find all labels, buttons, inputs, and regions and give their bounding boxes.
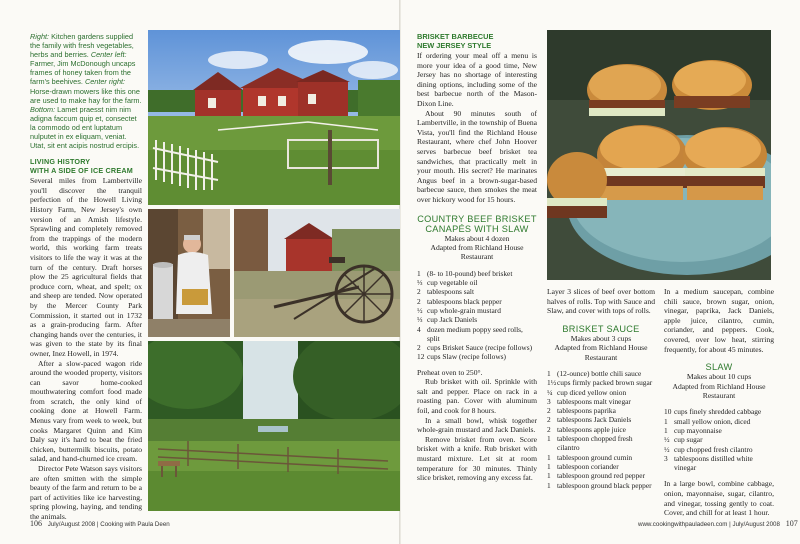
ingredient-text: tablespoon ground cumin: [557, 452, 633, 462]
ingredient-quantity: 2: [547, 406, 551, 416]
ingredient-text: tablespoons malt vinegar: [557, 396, 631, 406]
ingredient-quantity: 1: [417, 268, 421, 278]
right-text-column-1: [417, 32, 537, 483]
ingredient-text: tablespoon coriander: [557, 461, 619, 471]
recipe2-steps: [664, 287, 774, 354]
recipe1-source-2: Restaurant: [460, 252, 494, 262]
ingredient-text: tablespoons apple juice: [557, 424, 626, 434]
ingredient-text: cup sugar: [674, 435, 703, 445]
ingredient-quantity: 1: [547, 434, 551, 444]
ingredient-row: [547, 462, 655, 471]
ingredient-row: [417, 352, 537, 361]
recipe3-steps: [664, 479, 774, 517]
ingredient-quantity: ¼: [547, 387, 553, 397]
recipe3-header: [664, 362, 774, 400]
intro-title: [417, 32, 537, 50]
ingredient-text: tablespoons paprika: [557, 406, 616, 416]
ingredient-row: [664, 417, 774, 426]
ingredient-quantity: 1: [664, 425, 668, 435]
ingredient-text: small yellow onion, diced: [674, 416, 751, 426]
photo-caption: [30, 32, 142, 150]
ingredient-text: tablespoons Jack Daniels: [557, 415, 632, 425]
recipe-step: Remove brisket from oven. Score brisket with a knife. Rub brisket with mustard mixture. Let sit at room temperature for 30 minutes. Thinly slice brisket, removing any excess fat.: [417, 434, 537, 483]
ingredient-quantity: ½: [664, 444, 670, 454]
ingredient-row: [547, 378, 655, 387]
recipe-step: Layer 3 slices of beef over bottom halves of rolls. Top with Sauce and Slaw, and cover with tops of rolls.: [547, 287, 655, 316]
ingredient-row: [547, 397, 655, 406]
caption-label: Bottom:: [30, 104, 56, 114]
ingredient-text: cup mayonnaise: [674, 425, 722, 435]
ingredient-quantity: 2: [547, 424, 551, 434]
ingredient-row: [417, 269, 537, 278]
ingredient-row: [547, 406, 655, 415]
ingredient-row: [547, 453, 655, 462]
recipe-step: In a large bowl, combine cabbage, onion, mayonnaise, sugar, cilantro, and vinegar, tossing gently to coat. Cover, and chill for at least 1 hour.: [664, 479, 774, 518]
ingredient-text: cup Jack Daniels: [427, 315, 478, 325]
recipe2-header: [547, 324, 655, 362]
recipe3-ingredients: [664, 407, 774, 472]
ingredient-text: dozen medium poppy seed rolls, split: [427, 324, 523, 343]
section-title-line-2: WITH A SIDE OF ICE CREAM: [30, 166, 133, 176]
recipe3-yield: Makes about 10 cups: [686, 372, 752, 382]
ingredient-quantity: 12: [417, 352, 425, 362]
ingredient-row: [417, 315, 537, 324]
pasture-photo: [148, 341, 400, 511]
ingredient-text: tablespoon ground black pepper: [557, 480, 652, 490]
intro-title-line-1: BRISKET BARBECUE: [417, 32, 494, 41]
ingredient-row: [664, 435, 774, 444]
ingredient-text: (12-ounce) bottle chili sauce: [557, 369, 642, 378]
horse-drawn-mower-photo: [234, 209, 400, 337]
ingredient-row: [664, 454, 774, 473]
ingredient-quantity: 10: [664, 407, 672, 417]
ingredient-quantity: 4: [417, 324, 421, 334]
recipe1-title-line-2: CANAPÉS WITH SLAW: [425, 223, 529, 234]
caption-text: Lamet praesst nim nim adigna faccum quip et, consectet la commodo od ent luptatum nulputet in ex eliquam, veniat. Utat, sit ent acipis nostrud ercipis.: [30, 104, 140, 151]
recipe1-yield: Makes about 4 dozen: [444, 233, 510, 243]
ingredient-text: tablespoons salt: [427, 287, 475, 297]
ingredient-quantity: ⅓: [417, 315, 423, 325]
ingredient-quantity: 1: [547, 369, 551, 378]
recipe2-title: BRISKET SAUCE: [562, 323, 640, 334]
brisket-sliders-photo: [547, 30, 771, 280]
recipe2-source-2: Restaurant: [584, 352, 618, 362]
ingredient-text: cups Brisket Sauce (recipe follows): [427, 343, 533, 353]
caption-text: Kitchen gardens supplied the family with fresh vegetables, herbs and berries.: [30, 32, 134, 60]
ingredient-text: (8- to 10-pound) beef brisket: [427, 268, 513, 278]
ingredient-text: cup vegetable oil: [427, 278, 478, 288]
intro-title-line-2: NEW JERSEY STYLE: [417, 41, 492, 50]
ingredient-quantity: ½: [664, 435, 670, 445]
ingredient-text: cup whole-grain mustard: [427, 305, 501, 315]
recipe-step: Rub brisket with oil. Sprinkle with salt and pepper. Place on rack in a roasting pan. Cover with aluminum foil, and cook for 8 hours.: [417, 377, 537, 416]
article-paragraph: Director Pete Watson says visitors are often smitten with the simple beauty of the farm and return to be a part of activities like ice harvesting, spring plowing, haying, and tending the animals.: [30, 464, 142, 521]
ingredient-text: cup diced yellow onion: [557, 387, 627, 397]
recipe1-ingredients: [417, 269, 537, 362]
recipe3-title: SLAW: [705, 362, 733, 373]
ingredient-row: [547, 415, 655, 424]
ingredient-row: [547, 425, 655, 434]
ingredient-row: [417, 287, 537, 296]
ingredient-quantity: ½: [417, 305, 423, 315]
ingredient-quantity: 3: [664, 453, 668, 463]
ingredient-quantity: 3: [547, 396, 551, 406]
ingredient-text: tablespoons distilled white vinegar: [674, 453, 753, 473]
ingredient-row: [417, 325, 537, 344]
recipe1-header: [417, 214, 537, 262]
ingredient-text: tablespoon ground red pepper: [557, 471, 646, 481]
ingredient-row: [417, 297, 537, 306]
ingredient-row: [547, 471, 655, 480]
ingredient-text: cups firmly packed brown sugar: [557, 378, 653, 388]
right-footer: [638, 519, 798, 528]
ingredient-row: [417, 343, 537, 352]
ingredient-text: cups finely shredded cabbage: [674, 407, 762, 417]
recipe1-steps-continued: [547, 287, 655, 316]
ingredient-row: [547, 481, 655, 490]
ingredient-quantity: 1: [664, 416, 668, 426]
left-text-column: [30, 32, 142, 522]
caption-label: Center left:: [90, 50, 127, 60]
intro-paragraph: About 90 minutes south of Lambertville, in the township of Buena Vista, you'll find the Richland House Restaurant, where chef John Hoover serves barbecue beef brisket tea sandwiches, that practically melt in your mouth. His secret? He marinates Angus beef in a brown-sugar-based barbecue sauce, then smokes the meat over hickory wood for 15 hours.: [417, 108, 537, 204]
ingredient-quantity: 2: [417, 343, 421, 353]
ingredient-row: [547, 369, 655, 378]
right-text-column-3: [664, 287, 774, 518]
recipe1-steps: [417, 368, 537, 483]
recipe2-ingredients: [547, 369, 655, 490]
right-footer-text: www.cookingwithpauladeen.com | July/August 2008: [638, 521, 780, 528]
ingredient-row: [417, 306, 537, 315]
recipe-step: Preheat oven to 250°.: [417, 367, 483, 377]
recipe3-source-1: Adapted from Richland House: [672, 381, 766, 391]
ingredient-quantity: 2: [547, 415, 551, 425]
recipe2-source-1: Adapted from Richland House: [554, 343, 648, 353]
ingredient-quantity: 1: [547, 471, 551, 481]
ingredient-row: [547, 388, 655, 397]
ingredient-row: [664, 407, 774, 416]
caption-text: Horse-drawn mowers like this one are used to make hay for the farm.: [30, 86, 142, 105]
recipe1-source-1: Adapted from Richland House: [430, 242, 524, 252]
section-title: [30, 157, 142, 175]
article-paragraph: Several miles from Lambertville you'll discover the tranquil perfection of the Howell Living History Farm, New Jersey's own version of an Amish lifestyle. Sprawling and completely removed from the trappings of the modern world, this working farm treats visitors to life the way it was at the turn of the century. Draft horses plow the 25 agricultural fields that produce corn, wheat, and spelt; ox and sheep are tended. Now operated by the Mercer County Park Commission, it started out in 1732 as a grain-producing farm. After changing hands over the centuries, it was given to the state by its final owner, Inez Howell, in 1974.: [30, 176, 142, 358]
ingredient-text: cup chopped fresh cilantro: [674, 444, 753, 454]
ingredient-quantity: 1: [547, 461, 551, 471]
ingredient-text: cups Slaw (recipe follows): [427, 352, 507, 362]
article-paragraph: After a slow-paced wagon ride around the wooded property, visitors can savor home-cooked mouthwatering comfort food made from scratch, the only kind of cooking done at Howell Farm. Menus vary from week to week, but cooks Margaret Quinn and Kim Daly say it's hard to beat the fried chicken, buttermilk biscuits, potato salad, and hand-churned ice cream.: [30, 358, 142, 464]
intro-body: [417, 51, 537, 205]
ingredient-quantity: ⅓: [417, 278, 423, 288]
ingredient-quantity: 1½: [547, 378, 557, 388]
recipe1-title-line-1: COUNTRY BEEF BRISKET: [417, 213, 537, 224]
farm-garden-photo: [148, 30, 400, 205]
farmer-honey-photo: [148, 209, 230, 337]
recipe-step: In a small bowl, whisk together whole-grain mustard and Jack Daniels.: [417, 415, 537, 435]
recipe-step: In a medium saucepan, combine chili sauce, brown sugar, onion, vinegar, paprika, Jack Daniels, apple juice, cilantro, cumin, coriander, and peppers. Cook, covered, over low heat, stirring frequently, for about 45 minutes.: [664, 287, 774, 354]
right-page-number: 107: [785, 519, 798, 528]
ingredient-quantity: 1: [547, 452, 551, 462]
ingredient-text: tablespoons black pepper: [427, 296, 502, 306]
ingredient-quantity: 2: [417, 287, 421, 297]
left-footer-text: July/August 2008 | Cooking with Paula Deen: [47, 521, 170, 528]
article-body: [30, 176, 142, 521]
recipe3-source-2: Restaurant: [702, 390, 736, 400]
left-footer: [30, 519, 170, 528]
recipe2-yield: Makes about 3 cups: [570, 333, 632, 343]
caption-label: Right:: [30, 32, 50, 41]
right-text-column-2: [547, 287, 655, 490]
section-title-line-1: LIVING HISTORY: [30, 157, 91, 167]
ingredient-row: [417, 278, 537, 287]
caption-text: Farmer, Jim McDonough uncaps frames of honey taken from the farm's beehives.: [30, 59, 136, 87]
ingredient-row: [547, 434, 655, 453]
ingredient-quantity: 2: [417, 296, 421, 306]
left-page-number: 106: [30, 519, 42, 528]
ingredient-text: tablespoon chopped fresh cilantro: [557, 434, 633, 453]
intro-paragraph: If ordering your meal off a menu is more your idea of a good time, New Jersey has no shortage of interesting dining options, including some of the best barbecue north of the Mason-Dixon Line.: [417, 51, 537, 108]
ingredient-row: [664, 445, 774, 454]
caption-label: Center right:: [84, 77, 126, 87]
ingredient-row: [664, 426, 774, 435]
ingredient-quantity: 1: [547, 480, 551, 490]
